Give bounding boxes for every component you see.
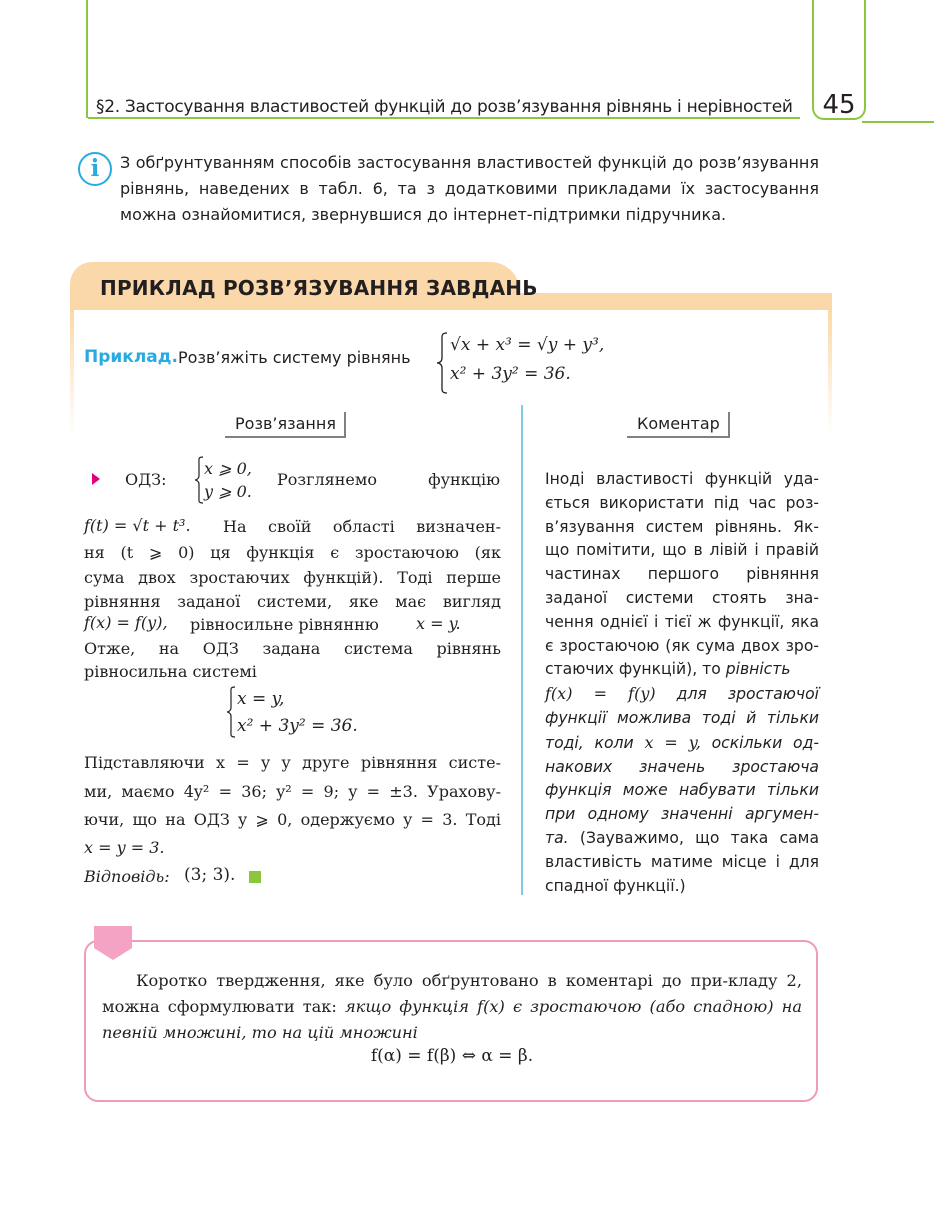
comment-normal-text: (Зауважимо, що така сама властивість матиме місце і для спадної функції.) bbox=[545, 828, 819, 895]
odz-brace bbox=[194, 456, 204, 504]
solution-line: Розглянемо функцію bbox=[277, 470, 500, 489]
comment-math: f(x) = f(y) bbox=[545, 684, 656, 704]
example-heading: ПРИКЛАД РОЗВ’ЯЗУВАННЯ ЗАВДАНЬ bbox=[100, 276, 538, 300]
solution-header: Розв’язання bbox=[225, 412, 346, 438]
comment-text bbox=[545, 468, 819, 898]
comment-italic-text: рівність bbox=[725, 660, 791, 679]
solution-line: Підставляючи x = y у друге рівняння систе- bbox=[84, 753, 501, 772]
solution-line: ючи, що на ОДЗ y ⩾ 0, одержуємо y = 3. Тоді bbox=[84, 810, 501, 829]
header-frame-left-line bbox=[86, 0, 88, 118]
note-normal-text: Коротко твердження, яке було обґрунтовано в коментарі до при-кладу 2, можна сформулювати так: bbox=[102, 971, 802, 1016]
example-label: Приклад. bbox=[84, 347, 178, 367]
solution-line: ня (t ⩾ 0) ця функція є зростаючою (як bbox=[84, 543, 501, 562]
page-tab-line bbox=[862, 121, 934, 123]
system2-line-1: x = y, bbox=[237, 689, 285, 709]
system2-line-2: x² + 3y² = 36. bbox=[237, 716, 358, 736]
odz-line-1: x ⩾ 0, bbox=[204, 459, 252, 478]
solution-line: На своїй області визначен- bbox=[223, 517, 501, 536]
odz-label: ОДЗ: bbox=[125, 470, 167, 489]
info-icon: i bbox=[78, 152, 112, 186]
bullet-arrow-icon bbox=[92, 473, 100, 485]
end-of-solution-square bbox=[249, 871, 261, 883]
answer-label: Відповідь: bbox=[84, 867, 170, 886]
example-right-border bbox=[828, 310, 832, 435]
example-task: Розв’яжіть систему рівнянь bbox=[178, 348, 411, 367]
solution-line: рівняння заданої системи, яке має вигляд bbox=[84, 592, 501, 611]
note-italic-text: якщо функція bbox=[344, 997, 469, 1016]
column-divider bbox=[521, 405, 523, 895]
note-formula: f(α) = f(β) ⇔ α = β. bbox=[370, 1046, 534, 1066]
solution-line: x = y = 3. bbox=[84, 838, 165, 857]
solution-math: x = y. bbox=[416, 614, 461, 633]
system-line-1: √x + x³ = √y + y³, bbox=[450, 335, 605, 355]
odz-line-2: y ⩾ 0. bbox=[204, 482, 252, 501]
example-left-border bbox=[70, 310, 74, 435]
note-italic-text: є зростаючою (або спадною) на певній множині, то на цій множині bbox=[102, 997, 802, 1042]
comment-normal-text: Іноді властивості функцій уда-ється використати під час роз-в’язування систем рівнянь. Як-що помітити, що в лівій і правій частинах першого рівняння заданої системи стоять зна-чення однієї і тієї ж функції, яка є зростаючою (як сума двох зро-стаючих функцій), то bbox=[545, 470, 819, 679]
system-line-2: x² + 3y² = 36. bbox=[450, 364, 571, 384]
section-title: §2. Застосування властивостей функцій до розв’язування рівнянь і нерівностей bbox=[96, 97, 793, 117]
header-frame-bottom-line bbox=[88, 117, 800, 119]
solution-line: Отже, на ОДЗ задана система рівнянь bbox=[84, 639, 501, 658]
system2-brace bbox=[226, 686, 236, 738]
note-math: f(x) bbox=[477, 997, 505, 1016]
system-brace bbox=[436, 332, 448, 394]
solution-line: сума двох зростаючих функцій). Тоді перше bbox=[84, 568, 501, 587]
comment-italic-text: для зростаючої функції можлива тоді й тільки тоді, коли bbox=[545, 685, 819, 752]
comment-italic-text: оскільки од-накових значень зростаюча функція може набувати тільки при одному значенні аргумен-та. bbox=[545, 733, 819, 847]
comment-math: x = y, bbox=[644, 732, 701, 752]
solution-line: ми, маємо 4y² = 36; y² = 9; y = ±3. Урахову- bbox=[84, 782, 501, 801]
page-number: 45 bbox=[822, 90, 856, 120]
solution-math: f(x) = f(y), bbox=[84, 613, 168, 632]
solution-line: рівносильне рівнянню bbox=[190, 615, 379, 634]
info-text: З обґрунтуванням способів застосування властивостей функцій до розв’язування рівнянь, наведених в табл. 6, та з додатковими прикладами їх застосування можна ознайомитися, звернувшися до інтернет-підтримки підручника. bbox=[120, 153, 819, 224]
solution-line: рівносильна системі bbox=[84, 662, 257, 681]
solution-math: f(t) = √t + t³. bbox=[84, 516, 191, 535]
answer-value: (3; 3). bbox=[184, 865, 236, 885]
note-text bbox=[102, 968, 802, 1046]
comment-header: Коментар bbox=[627, 412, 730, 438]
